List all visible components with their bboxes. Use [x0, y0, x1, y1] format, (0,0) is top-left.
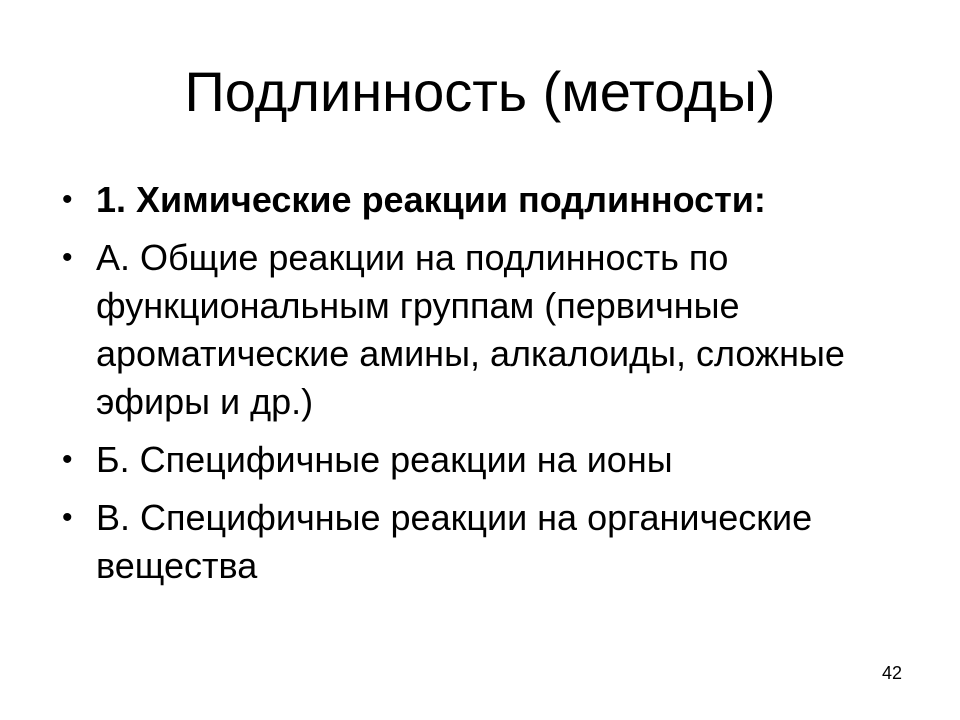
bullet-item-ion-reactions	[0, 436, 960, 484]
bullet-list	[0, 176, 960, 600]
bullet-icon: •	[62, 183, 73, 216]
bullet-text: А. Общие реакции на подлинность по функциональным группам (первичные ароматические амины, алкалоиды, сложные эфиры и др.)	[96, 237, 845, 422]
bullet-icon: •	[62, 241, 73, 274]
page-number: 42	[881, 663, 902, 683]
bullet-text: В. Специфичные реакции на органические вещества	[96, 497, 813, 586]
slide-title: Подлинность (методы)	[184, 60, 776, 123]
bullet-text: 1. Химические реакции подлинности:	[96, 179, 766, 220]
bullet-item-organic-reactions	[0, 494, 960, 590]
bullet-item-chemical-reactions	[0, 176, 960, 224]
bullet-icon: •	[62, 501, 73, 534]
bullet-item-general-reactions	[0, 234, 960, 426]
bullet-text: Б. Специфичные реакции на ионы	[96, 439, 673, 480]
bullet-icon: •	[62, 443, 73, 476]
